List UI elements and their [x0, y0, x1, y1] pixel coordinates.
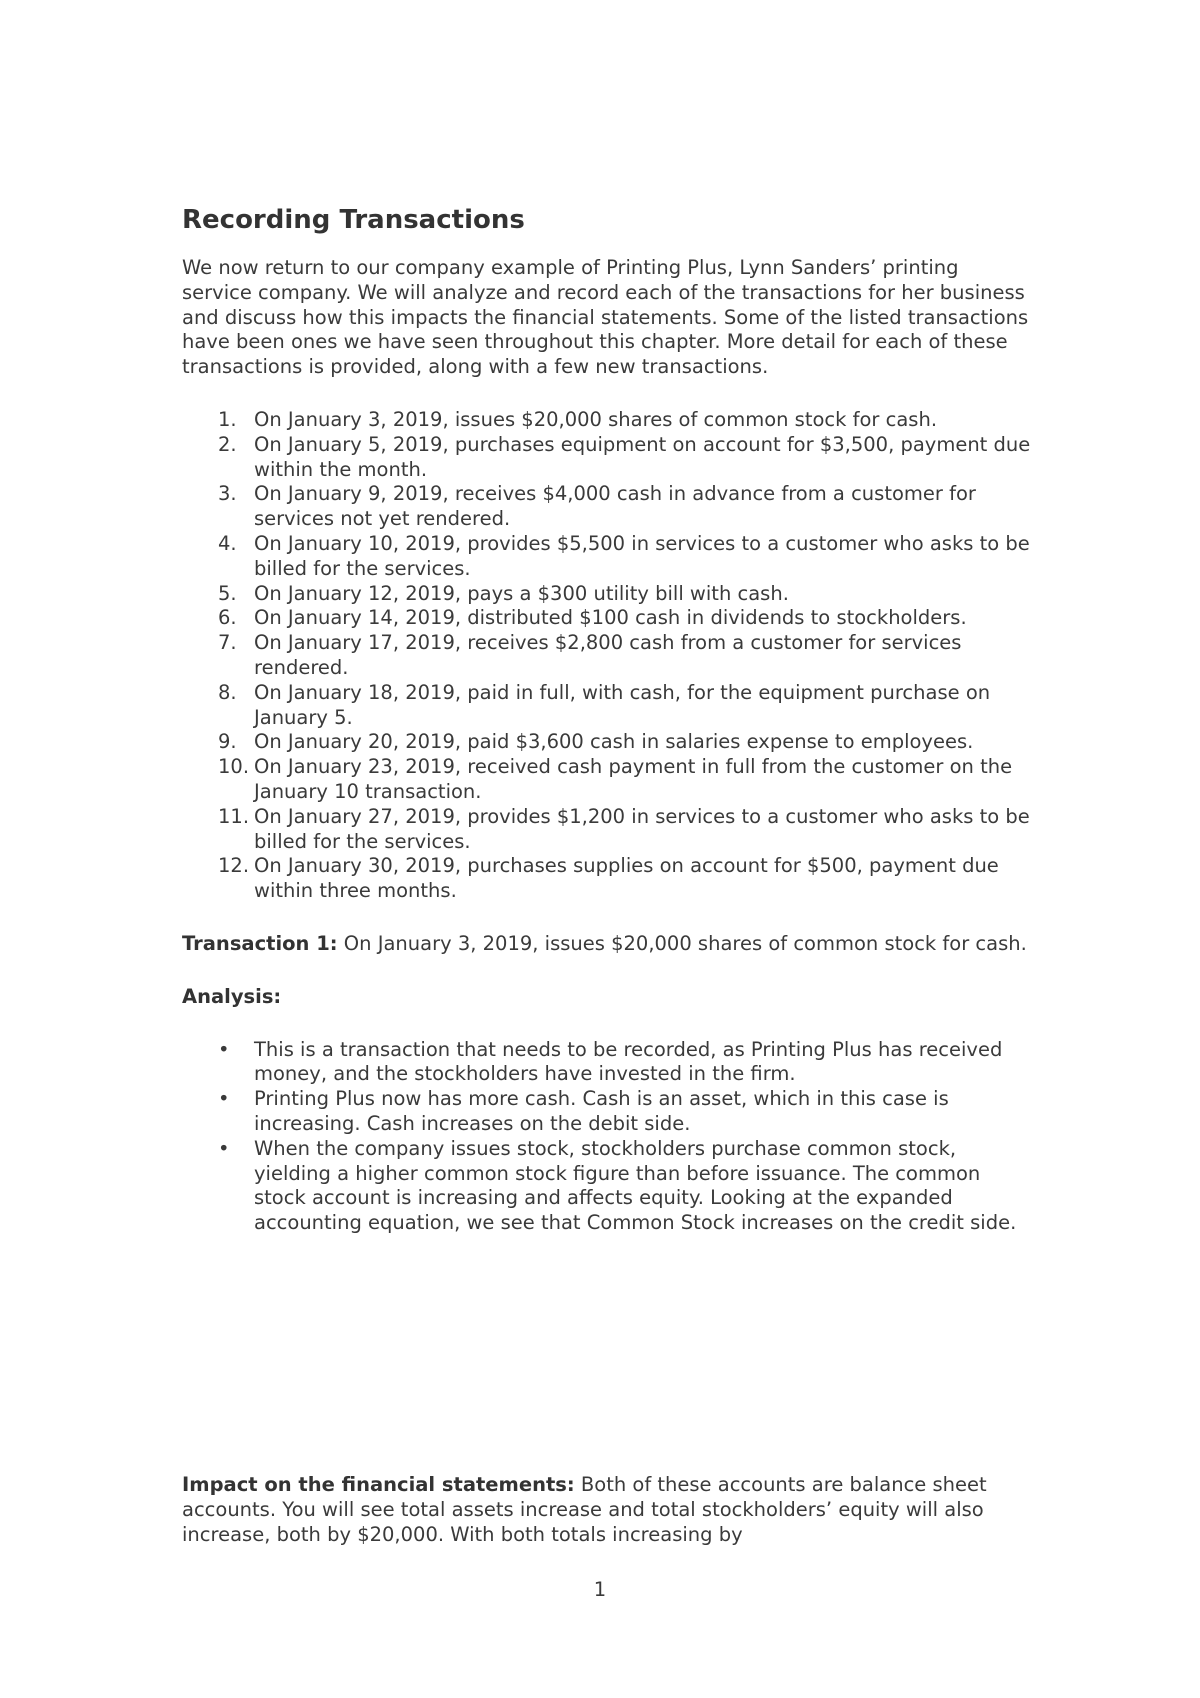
impact-label: Impact on the financial statements: — [182, 1473, 575, 1496]
analysis-heading: Analysis: — [182, 984, 282, 1008]
list-item — [182, 805, 1032, 855]
list-item-text: On January 20, 2019, paid $3,600 cash in salaries expense to employees. — [254, 730, 974, 754]
list-number: 10. — [218, 755, 250, 779]
impact-paragraph — [182, 1473, 1032, 1547]
list-item — [182, 582, 1032, 607]
list-item-text: On January 9, 2019, receives $4,000 cash in advance from a customer for services not yet rendered. — [254, 482, 976, 531]
list-item-text: When the company issues stock, stockholders purchase common stock, yielding a higher common stock figure than before issuance. The common stock account is increasing and affects equity. Looking at the expanded accounting equation, we see that Common Stock increases on the credit side. — [254, 1136, 1017, 1235]
list-item-text: On January 27, 2019, provides $1,200 in services to a customer who asks to be billed for the services. — [254, 804, 1030, 853]
transaction-1-paragraph — [182, 932, 1032, 957]
list-number: 9. — [218, 730, 237, 754]
list-item — [182, 482, 1032, 532]
list-item — [182, 1137, 1032, 1236]
transaction-list — [182, 408, 1032, 904]
intro-paragraph: We now return to our company example of Printing Plus, Lynn Sanders’ printing service company. We will analyze and record each of the transactions for her business and discuss how this impacts the financial statements. Some of the listed transactions have been ones we have seen throughout this chapter. More detail for each of these transactions is provided, along with a few new transactions. — [182, 256, 1029, 379]
list-item — [182, 532, 1032, 582]
list-item-text: On January 14, 2019, distributed $100 cash in dividends to stockholders. — [254, 606, 967, 630]
list-item-text: On January 12, 2019, pays a $300 utility bill with cash. — [254, 581, 789, 605]
impact-text: Both of these accounts are balance sheet accounts. You will see total assets increase and total stockholders’ equity will also increase, both by $20,000. With both totals increasing by — [182, 1473, 987, 1546]
list-item-text: On January 5, 2019, purchases equipment on account for $3,500, payment due within the month. — [254, 432, 1031, 481]
page-title: Recording Transactions — [182, 205, 525, 235]
list-item — [182, 854, 1032, 904]
list-item-text: On January 17, 2019, receives $2,800 cash from a customer for services rendered. — [254, 631, 962, 679]
list-item — [182, 730, 1032, 755]
list-number: 1. — [218, 407, 237, 431]
list-number: 11. — [218, 804, 250, 828]
page-number: 1 — [593, 1578, 607, 1601]
bullet-icon: • — [218, 1037, 230, 1061]
list-number: 8. — [218, 680, 237, 704]
list-item — [182, 681, 1032, 731]
bullet-icon: • — [218, 1087, 230, 1111]
list-item-text: Printing Plus now has more cash. Cash is an asset, which in this case is increasing. Cash increases on the debit side. — [254, 1087, 949, 1135]
list-number: 7. — [218, 631, 237, 655]
list-item — [182, 1038, 1032, 1088]
transaction-1-text: On January 3, 2019, issues $20,000 shares of common stock for cash. — [337, 931, 1027, 955]
list-number: 3. — [218, 482, 237, 506]
list-number: 6. — [218, 606, 237, 630]
analysis-list — [182, 1038, 1032, 1236]
list-item-text: On January 3, 2019, issues $20,000 shares of common stock for cash. — [254, 407, 938, 431]
list-item-text: This is a transaction that needs to be recorded, as Printing Plus has received money, and the stockholders have invested in the firm. — [254, 1037, 1003, 1086]
transaction-1-label: Transaction 1: — [182, 931, 338, 955]
list-item — [182, 631, 1032, 681]
list-item — [182, 606, 1032, 631]
list-number: 4. — [218, 531, 237, 555]
list-number: 2. — [218, 432, 237, 456]
list-number: 5. — [218, 581, 237, 605]
document-body — [182, 205, 1032, 1236]
list-item — [182, 1087, 1032, 1137]
list-item — [182, 755, 1032, 805]
list-item-text: On January 10, 2019, provides $5,500 in services to a customer who asks to be billed for the services. — [254, 531, 1030, 580]
list-item-text: On January 18, 2019, paid in full, with cash, for the equipment purchase on January 5. — [254, 680, 991, 729]
list-item-text: On January 30, 2019, purchases supplies on account for $500, payment due within three months. — [254, 854, 999, 903]
list-item-text: On January 23, 2019, received cash payment in full from the customer on the January 10 transaction. — [254, 755, 1013, 803]
list-item — [182, 433, 1032, 483]
bullet-icon: • — [218, 1136, 230, 1160]
list-item — [182, 408, 1032, 433]
list-number: 12. — [218, 854, 250, 878]
